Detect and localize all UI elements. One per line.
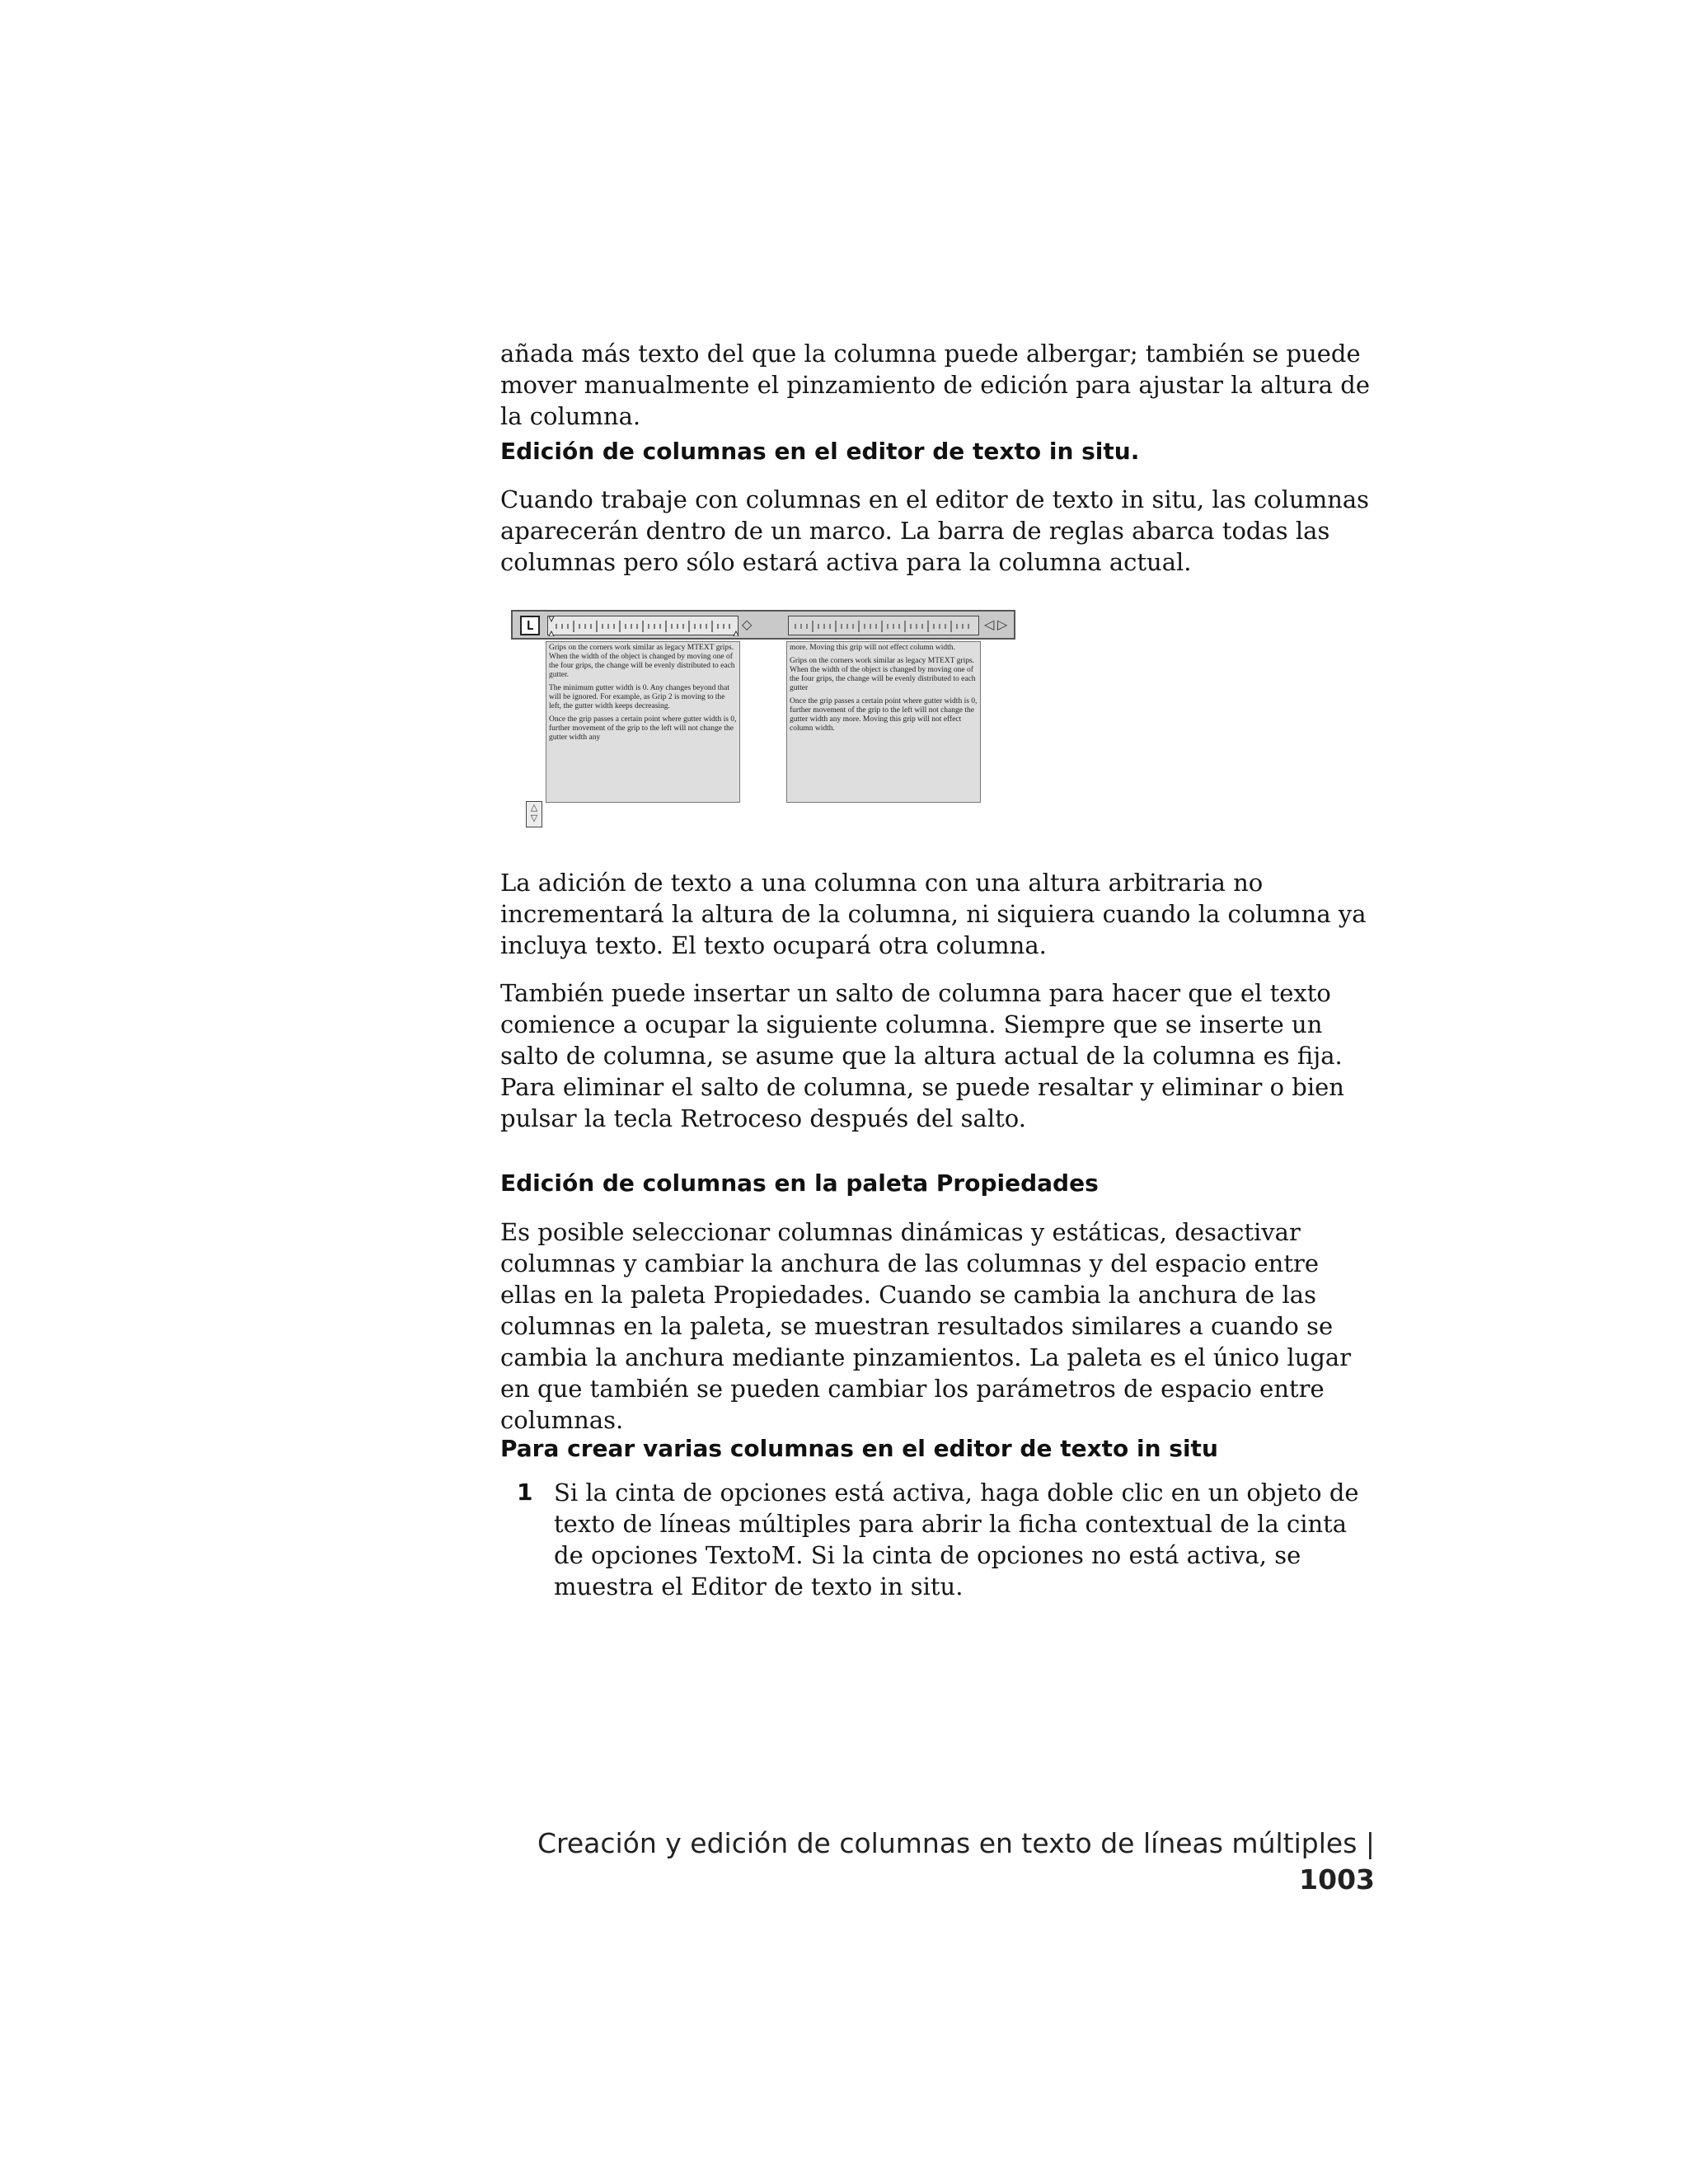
ruler-ticks-inactive-icon bbox=[789, 616, 980, 636]
column1-paragraph: Once the grip passes a certain point where gutter width is 0, further movement of the grip to the left will not change the gutter width any bbox=[549, 715, 737, 742]
paragraph-arbitrary-height: La adición de texto a una columna con una altura arbitraria no incrementará la altura de la columna, ni siquiera cuando la columna ya incluya texto. El texto ocupará otra columna. bbox=[500, 869, 1367, 959]
page-number: 1003 bbox=[1299, 1863, 1375, 1896]
column1-paragraph: The minimum gutter width is 0. Any changes beyond that will be ignored. For example, as Grip 2 is moving to the left, the gutter width keeps decreasing. bbox=[549, 684, 729, 710]
resize-down-icon: ▽ bbox=[530, 813, 538, 823]
tab-stop-button[interactable]: L bbox=[520, 616, 540, 635]
footer-title: Creación y edición de columnas en texto de líneas múltiples bbox=[537, 1827, 1357, 1859]
paragraph-intro: añada más texto del que la columna puede albergar; también se puede mover manualmente el pinzamiento de edición para ajustar la altura de la columna. bbox=[500, 340, 1371, 430]
height-resize-grip[interactable] bbox=[526, 801, 542, 827]
scroll-right-icon[interactable]: ▷ bbox=[997, 616, 1008, 632]
resize-up-icon: △ bbox=[530, 802, 538, 813]
column-grip-icon[interactable]: ◇ bbox=[742, 616, 753, 632]
column2-paragraph: more. Moving this grip will not effect column width. bbox=[790, 644, 955, 652]
ruler-inactive bbox=[788, 616, 979, 635]
step-number: 1 bbox=[517, 1479, 533, 1506]
text-column-1[interactable] bbox=[546, 641, 740, 803]
column2-paragraph: Once the grip passes a certain point where gutter width is 0, further movement of the grip to the left will not change the gutter width any more. Moving this grip will not effect column width. bbox=[790, 697, 978, 733]
step-text: Si la cinta de opciones está activa, haga doble clic en un objeto de texto de líneas múltiples para abrir la ficha contextual de la cinta de opciones TextoM. Si la cinta de opciones no está activa, se muestra el Editor de texto in situ. bbox=[554, 1479, 1359, 1601]
column2-paragraph: Grips on the corners work similar as legacy MTEXT grips. When the width of the object is changed by moving one of the four grips, the change will be evenly distributed to each gutter bbox=[790, 657, 976, 692]
page-footer bbox=[462, 1825, 1375, 1898]
paragraph-inplace-columns: Cuando trabaje con columnas en el editor de texto in situ, las columnas aparecerán dentro de un marco. La barra de reglas abarca todas las columnas pero sólo estará activa para la columna actual. bbox=[500, 485, 1370, 576]
footer-separator: | bbox=[1357, 1827, 1375, 1859]
heading-inplace-editor: Edición de columnas en el editor de texto in situ. bbox=[500, 438, 1140, 465]
paragraph-properties-palette: Es posible seleccionar columnas dinámicas y estáticas, desactivar columnas y cambiar la anchura de las columnas y del espacio entre ellas en la paleta Propiedades. Cuando se cambia la anchura de las columnas en la paleta, se muestran resultados similares a cuando se cambia la anchura mediante pinzamientos. La paleta es el único lugar en que también se pueden cambiar los parámetros de espacio entre columnas. bbox=[500, 1218, 1352, 1434]
ruler-bar bbox=[511, 610, 1015, 640]
text-column-2[interactable] bbox=[786, 641, 981, 803]
heading-procedure: Para crear varias columnas en el editor de texto in situ bbox=[500, 1435, 1218, 1462]
ruler-ticks-icon bbox=[548, 616, 739, 636]
ruler-active[interactable] bbox=[547, 616, 738, 635]
editor-columns-figure bbox=[511, 610, 1022, 832]
scroll-left-icon[interactable]: ◁ bbox=[984, 616, 995, 632]
heading-properties-palette: Edición de columnas en la paleta Propiedades bbox=[500, 1169, 1099, 1197]
column1-paragraph: Grips on the corners work similar as legacy MTEXT grips. When the width of the object is changed by moving one of the four grips, the change will be evenly distributed to each gutter. bbox=[549, 644, 735, 679]
paragraph-column-break: También puede insertar un salto de columna para hacer que el texto comience a ocupar la siguiente columna. Siempre que se inserte un salto de columna, se asume que la altura actual de la columna es fija. Para eliminar el salto de columna, se puede resaltar y eliminar o bien pulsar la tecla Retroceso después del salto. bbox=[500, 979, 1344, 1132]
